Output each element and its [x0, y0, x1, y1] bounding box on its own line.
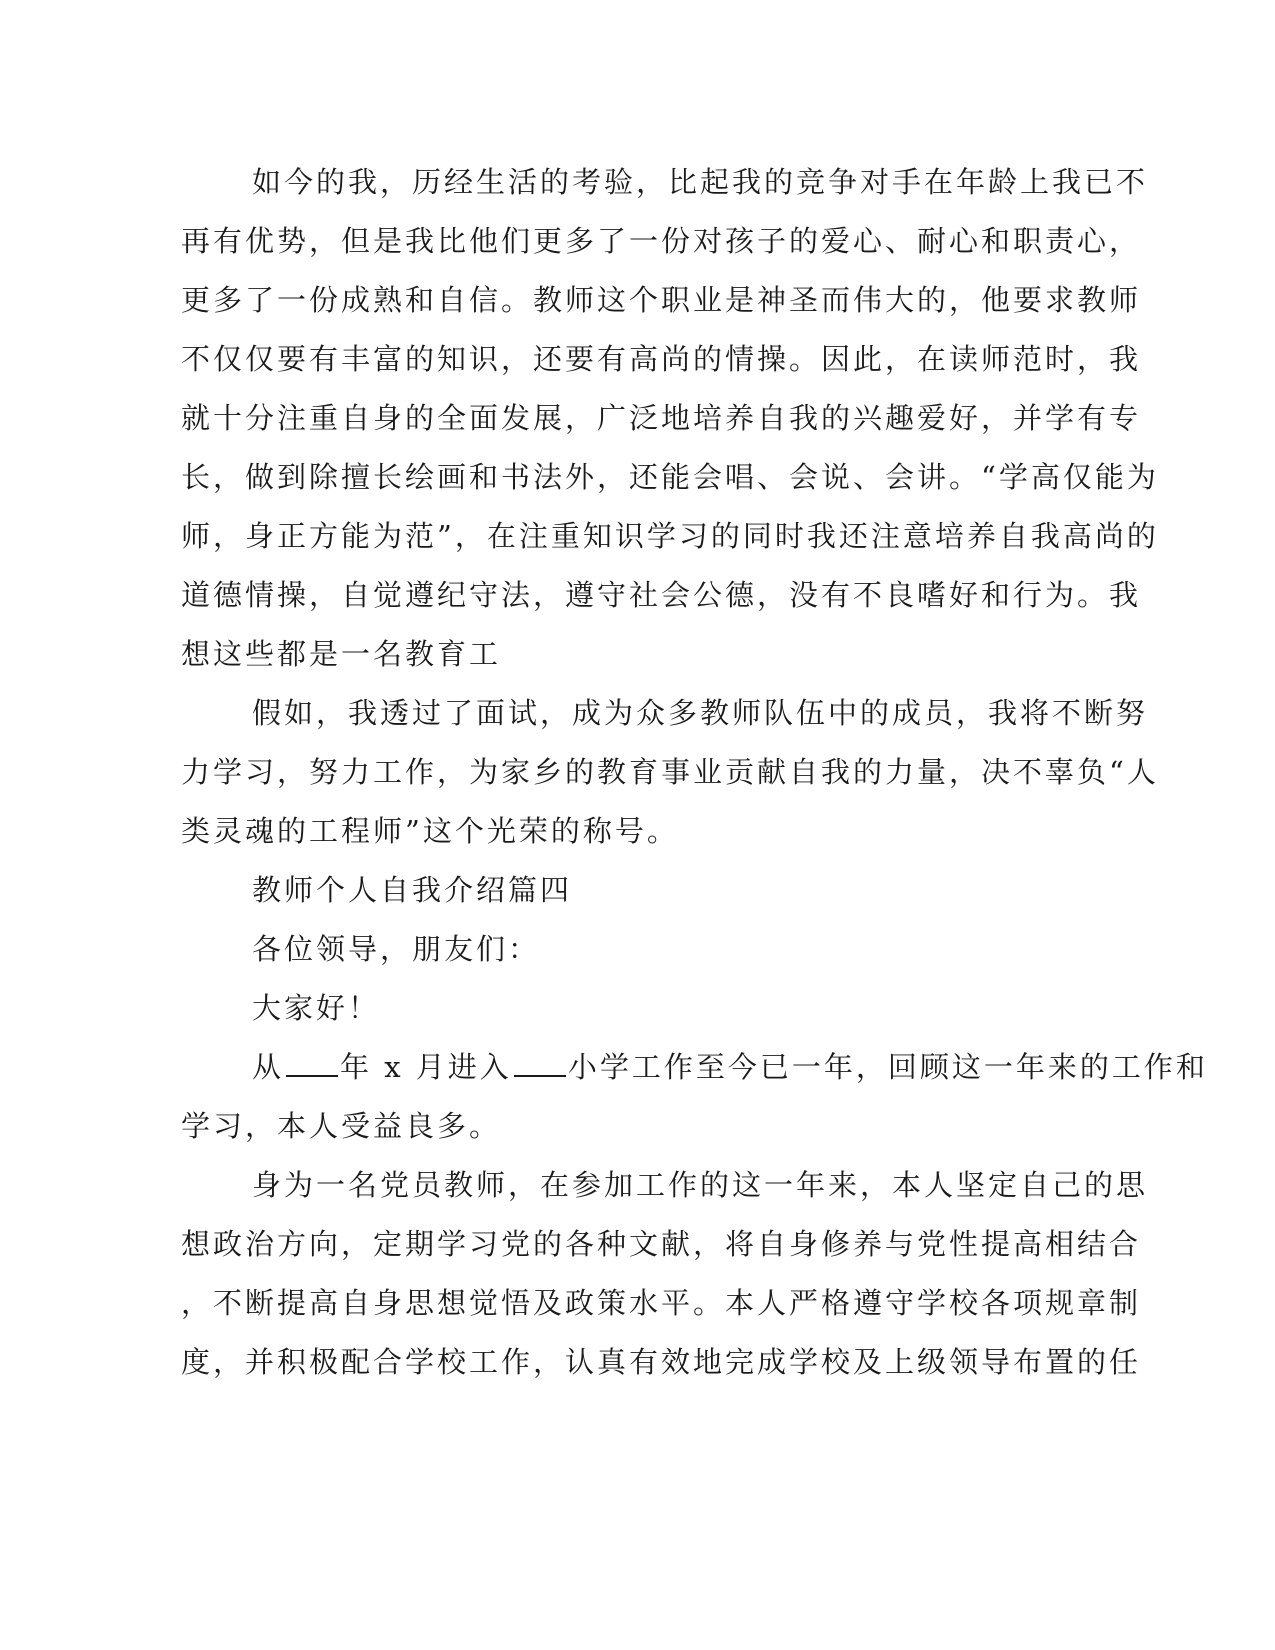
paragraph-line: 想这些都是一名教育工 — [181, 637, 502, 671]
paragraph-line: 不仅仅要有丰富的知识，还要有高尚的情操。因此，在读师范时，我 — [181, 342, 1142, 376]
text-segment: 年 x 月进入 — [340, 1050, 512, 1084]
paragraph-line: 类灵魂的工程师”这个光荣的称号。 — [181, 814, 679, 848]
paragraph-line: 度，并积极配合学校工作，认真有效地完成学校及上级领导布置的任 — [181, 1345, 1142, 1379]
paragraph-line: 更多了一份成熟和自信。教师这个职业是神圣而伟大的，他要求教师 — [181, 283, 1142, 317]
fill-in-blank — [286, 1051, 338, 1077]
paragraph-line: 学习，本人受益良多。 — [181, 1109, 502, 1143]
text-segment: 从 — [252, 1050, 285, 1084]
paragraph-line — [252, 1049, 1208, 1085]
salutation: 各位领导，朋友们： — [252, 932, 541, 966]
section-title: 教师个人自我介绍篇四 — [252, 873, 573, 907]
fill-in-blank — [514, 1051, 566, 1077]
text-segment: 小学工作至今已一年，回顾这一年来的工作和 — [567, 1050, 1208, 1084]
paragraph-line: 如今的我，历经生活的考验，比起我的竞争对手在年龄上我已不 — [252, 165, 1149, 199]
paragraph-line: 想政治方向，定期学习党的各种文献，将自身修养与党性提高相结合 — [181, 1227, 1142, 1261]
paragraph-line: 力学习，努力工作，为家乡的教育事业贡献自我的力量，决不辜负“人 — [181, 755, 1159, 789]
paragraph-line: 再有优势，但是我比他们更多了一份对孩子的爱心、耐心和职责心， — [181, 224, 1142, 258]
paragraph-line: 就十分注重自身的全面发展，广泛地培养自我的兴趣爱好，并学有专 — [181, 401, 1142, 435]
paragraph-line: 师，身正方能为范”，在注重知识学习的同时我还注意培养自我高尚的 — [181, 519, 1159, 553]
paragraph-line: 身为一名党员教师，在参加工作的这一年来，本人坚定自己的思 — [252, 1168, 1149, 1202]
paragraph-line: 长，做到除擅长绘画和书法外，还能会唱、会说、会讲。“学高仅能为 — [181, 460, 1159, 494]
paragraph-line: 假如，我透过了面试，成为众多教师队伍中的成员，我将不断努 — [252, 696, 1149, 730]
paragraph-line: ，不断提高自身思想觉悟及政策水平。本人严格遵守学校各项规章制 — [181, 1286, 1142, 1320]
paragraph-line: 道德情操，自觉遵纪守法，遵守社会公德，没有不良嗜好和行为。我 — [181, 578, 1142, 612]
greeting: 大家好！ — [252, 991, 381, 1025]
